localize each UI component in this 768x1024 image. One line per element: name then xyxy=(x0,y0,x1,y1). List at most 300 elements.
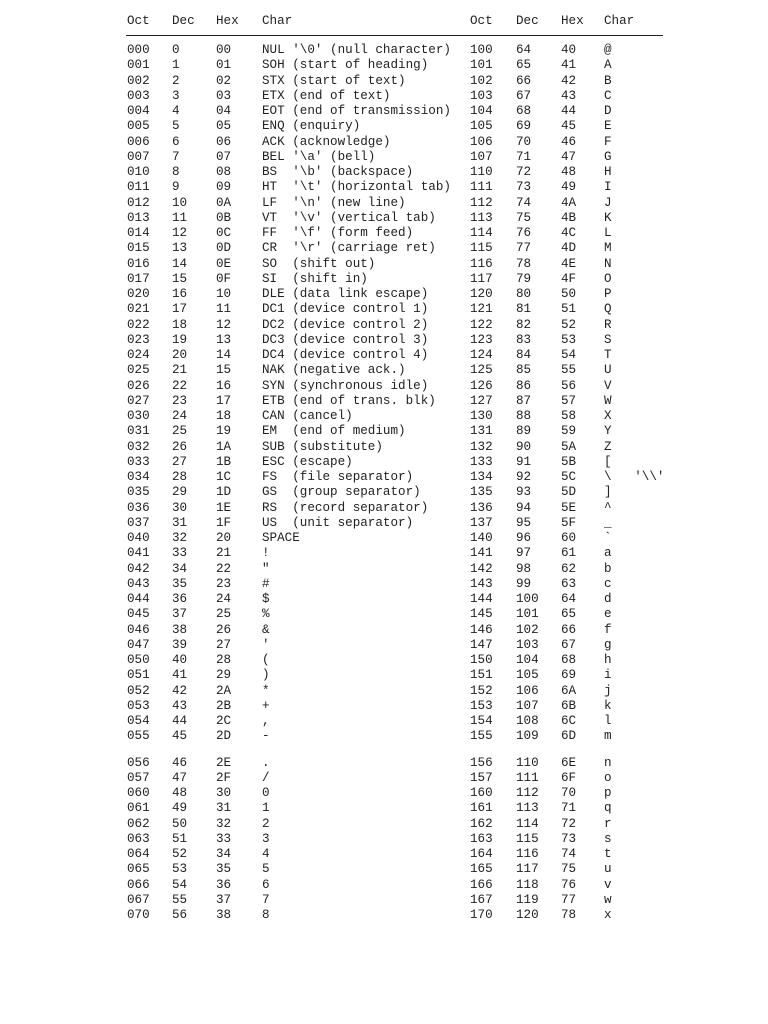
cell-hex-right: 59 xyxy=(561,424,577,439)
cell-char-left: 3 xyxy=(262,831,270,846)
cell-hex-left: 23 xyxy=(216,576,232,591)
cell-oct-left: 044 xyxy=(127,592,150,606)
cell-char-right: d xyxy=(604,592,612,606)
cell-oct-left: 032 xyxy=(127,439,150,454)
cell-dec-right: 73 xyxy=(516,180,532,195)
cell-char-right: P xyxy=(604,287,612,301)
cell-oct-right: 134 xyxy=(470,470,493,484)
cell-dec-right: 84 xyxy=(516,348,532,362)
cell-char-left: $ xyxy=(262,592,270,606)
cell-char-left: & xyxy=(262,622,270,637)
cell-oct-left: 011 xyxy=(127,180,150,195)
cell-hex-left: 0F xyxy=(216,271,232,286)
cell-dec-left: 8 xyxy=(172,165,180,179)
cell-dec-left: 12 xyxy=(172,226,188,240)
cell-char-right: \ '\\' xyxy=(604,470,665,484)
cell-dec-right: 87 xyxy=(516,393,532,408)
cell-oct-right: 104 xyxy=(470,104,493,118)
cell-hex-left: 27 xyxy=(216,637,232,652)
cell-hex-left: 05 xyxy=(216,119,232,134)
cell-oct-left: 052 xyxy=(127,683,150,698)
cell-char-left: HT '\t' (horizontal tab) xyxy=(262,180,451,195)
cell-dec-right: 119 xyxy=(516,892,539,907)
cell-char-right: D xyxy=(604,104,612,118)
cell-char-left: GS (group separator) xyxy=(262,485,421,500)
cell-oct-left: 020 xyxy=(127,287,150,301)
cell-oct-left: 007 xyxy=(127,149,150,164)
cell-oct-left: 024 xyxy=(127,348,150,362)
cell-dec-right: 76 xyxy=(516,226,532,240)
cell-char-left: , xyxy=(262,714,270,728)
cell-hex-left: 06 xyxy=(216,134,232,149)
cell-dec-right: 117 xyxy=(516,862,539,877)
cell-hex-right: 4B xyxy=(561,210,577,225)
cell-hex-right: 42 xyxy=(561,73,577,88)
cell-dec-right: 74 xyxy=(516,195,532,210)
cell-dec-left: 15 xyxy=(172,271,188,286)
cell-dec-right: 77 xyxy=(516,241,532,256)
cell-oct-left: 066 xyxy=(127,877,150,892)
cell-char-right: w xyxy=(604,892,612,907)
cell-hex-right: 5A xyxy=(561,439,577,454)
cell-dec-right: 115 xyxy=(516,831,539,846)
cell-hex-left: 0A xyxy=(216,195,232,210)
cell-char-left: ETB (end of trans. blk) xyxy=(262,393,436,408)
cell-oct-right: 150 xyxy=(470,653,493,667)
cell-dec-left: 54 xyxy=(172,877,188,892)
cell-oct-left: 060 xyxy=(127,786,150,800)
cell-oct-right: 112 xyxy=(470,195,493,210)
cell-hex-right: 60 xyxy=(561,531,577,545)
cell-oct-right: 106 xyxy=(470,134,493,149)
cell-dec-left: 28 xyxy=(172,470,188,484)
cell-oct-right: 101 xyxy=(470,58,493,73)
cell-char-right: o xyxy=(604,770,612,785)
cell-oct-left: 013 xyxy=(127,210,150,225)
cell-dec-right: 96 xyxy=(516,531,532,545)
cell-char-right: H xyxy=(604,165,612,179)
cell-char-left: * xyxy=(262,683,270,698)
cell-hex-left: 2B xyxy=(216,698,232,713)
cell-hex-right: 6A xyxy=(561,683,577,698)
cell-char-left: SUB (substitute) xyxy=(262,439,383,454)
cell-dec-left: 32 xyxy=(172,531,188,545)
cell-dec-right: 92 xyxy=(516,470,532,484)
cell-oct-left: 015 xyxy=(127,241,150,256)
cell-dec-left: 53 xyxy=(172,862,188,877)
cell-hex-left: 18 xyxy=(216,409,232,423)
cell-char-right: s xyxy=(604,831,612,846)
cell-dec-left: 22 xyxy=(172,378,188,393)
header-char-right: Char xyxy=(604,14,635,28)
cell-char-left: DC4 (device control 4) xyxy=(262,348,429,362)
cell-oct-right: 146 xyxy=(470,622,493,637)
cell-oct-right: 145 xyxy=(470,607,493,622)
cell-hex-right: 6C xyxy=(561,714,577,728)
cell-hex-right: 4D xyxy=(561,241,577,256)
cell-oct-left: 036 xyxy=(127,500,150,515)
cell-hex-right: 5F xyxy=(561,515,577,530)
cell-hex-left: 02 xyxy=(216,73,232,88)
cell-oct-right: 117 xyxy=(470,271,493,286)
cell-oct-right: 127 xyxy=(470,393,493,408)
cell-char-left: DC2 (device control 2) xyxy=(262,317,429,332)
header-hex-right: Hex xyxy=(561,14,584,28)
cell-char-left: - xyxy=(262,729,270,744)
cell-char-left: BS '\b' (backspace) xyxy=(262,165,414,179)
cell-char-right: m xyxy=(604,729,612,744)
cell-oct-left: 042 xyxy=(127,561,150,576)
header-hex-left: Hex xyxy=(216,14,239,28)
cell-hex-right: 67 xyxy=(561,637,577,652)
cell-hex-left: 2C xyxy=(216,714,232,728)
cell-char-left: ACK (acknowledge) xyxy=(262,134,391,149)
cell-oct-left: 021 xyxy=(127,302,150,317)
cell-dec-right: 68 xyxy=(516,104,532,118)
cell-hex-right: 56 xyxy=(561,378,577,393)
cell-oct-left: 063 xyxy=(127,831,150,846)
cell-hex-left: 34 xyxy=(216,847,232,861)
cell-hex-left: 2F xyxy=(216,770,232,785)
cell-hex-left: 08 xyxy=(216,165,232,179)
cell-char-left: DC1 (device control 1) xyxy=(262,302,429,317)
cell-char-left: ETX (end of text) xyxy=(262,88,391,103)
cell-char-left: STX (start of text) xyxy=(262,73,406,88)
cell-oct-left: 005 xyxy=(127,119,150,134)
cell-oct-right: 123 xyxy=(470,332,493,347)
cell-oct-left: 003 xyxy=(127,88,150,103)
cell-dec-left: 39 xyxy=(172,637,188,652)
cell-oct-right: 143 xyxy=(470,576,493,591)
cell-hex-left: 11 xyxy=(216,302,232,317)
cell-dec-left: 45 xyxy=(172,729,188,744)
cell-char-left: EM (end of medium) xyxy=(262,424,406,439)
cell-oct-right: 131 xyxy=(470,424,493,439)
cell-hex-left: 10 xyxy=(216,287,232,301)
cell-char-right: l xyxy=(604,714,612,728)
cell-oct-right: 130 xyxy=(470,409,493,423)
cell-char-left: ' xyxy=(262,637,270,652)
cell-oct-right: 155 xyxy=(470,729,493,744)
cell-oct-right: 136 xyxy=(470,500,493,515)
cell-dec-left: 4 xyxy=(172,104,180,118)
cell-dec-right: 113 xyxy=(516,801,539,816)
cell-dec-right: 105 xyxy=(516,668,539,683)
cell-hex-left: 1D xyxy=(216,485,232,500)
cell-oct-left: 053 xyxy=(127,698,150,713)
cell-oct-right: 166 xyxy=(470,877,493,892)
cell-hex-left: 33 xyxy=(216,831,232,846)
cell-hex-right: 57 xyxy=(561,393,577,408)
cell-hex-left: 12 xyxy=(216,317,232,332)
cell-hex-right: 43 xyxy=(561,88,577,103)
cell-dec-right: 109 xyxy=(516,729,539,744)
cell-hex-left: 0C xyxy=(216,226,232,240)
cell-dec-right: 114 xyxy=(516,816,539,831)
cell-dec-left: 46 xyxy=(172,755,188,770)
cell-dec-right: 85 xyxy=(516,363,532,378)
cell-char-right: g xyxy=(604,637,612,652)
cell-hex-right: 44 xyxy=(561,104,577,118)
cell-hex-left: 0B xyxy=(216,210,232,225)
cell-oct-right: 107 xyxy=(470,149,493,164)
cell-char-left: SPACE xyxy=(262,531,300,545)
cell-dec-right: 112 xyxy=(516,786,539,800)
cell-char-left: 6 xyxy=(262,877,270,892)
cell-oct-left: 064 xyxy=(127,847,150,861)
cell-char-right: e xyxy=(604,607,612,622)
cell-dec-right: 95 xyxy=(516,515,532,530)
cell-char-right: ` xyxy=(604,531,612,545)
cell-char-left: . xyxy=(262,755,270,770)
cell-char-left: CR '\r' (carriage ret) xyxy=(262,241,436,256)
cell-char-right: Y xyxy=(604,424,612,439)
cell-char-right: Q xyxy=(604,302,612,317)
cell-hex-right: 61 xyxy=(561,546,577,561)
cell-char-left: SI (shift in) xyxy=(262,271,368,286)
cell-hex-right: 4C xyxy=(561,226,577,240)
cell-dec-left: 42 xyxy=(172,683,188,698)
cell-oct-right: 147 xyxy=(470,637,493,652)
cell-dec-left: 31 xyxy=(172,515,188,530)
cell-hex-right: 4F xyxy=(561,271,577,286)
cell-hex-right: 73 xyxy=(561,831,577,846)
cell-hex-left: 37 xyxy=(216,892,232,907)
cell-char-left: 5 xyxy=(262,862,270,877)
cell-hex-right: 6D xyxy=(561,729,577,744)
cell-char-right: G xyxy=(604,149,612,164)
cell-char-right: X xyxy=(604,409,612,423)
cell-hex-right: 40 xyxy=(561,43,577,57)
cell-char-right: N xyxy=(604,256,612,271)
cell-oct-right: 100 xyxy=(470,43,493,57)
header-char-left: Char xyxy=(262,14,293,28)
cell-hex-right: 51 xyxy=(561,302,577,317)
cell-char-right: R xyxy=(604,317,612,332)
cell-hex-left: 0E xyxy=(216,256,232,271)
cell-char-right: j xyxy=(604,683,612,698)
cell-oct-left: 026 xyxy=(127,378,150,393)
cell-char-left: ) xyxy=(262,668,270,683)
cell-hex-right: 72 xyxy=(561,816,577,831)
cell-dec-right: 107 xyxy=(516,698,539,713)
cell-dec-right: 86 xyxy=(516,378,532,393)
cell-oct-left: 062 xyxy=(127,816,150,831)
cell-hex-left: 1C xyxy=(216,470,232,484)
cell-dec-left: 14 xyxy=(172,256,188,271)
cell-char-right: ^ xyxy=(604,500,612,515)
cell-char-left: DLE (data link escape) xyxy=(262,287,429,301)
cell-hex-left: 01 xyxy=(216,58,232,73)
cell-oct-right: 142 xyxy=(470,561,493,576)
cell-char-left: # xyxy=(262,576,270,591)
cell-char-right: E xyxy=(604,119,612,134)
cell-dec-left: 1 xyxy=(172,58,180,73)
cell-dec-left: 43 xyxy=(172,698,188,713)
cell-dec-left: 35 xyxy=(172,576,188,591)
cell-hex-left: 13 xyxy=(216,332,232,347)
cell-oct-left: 055 xyxy=(127,729,150,744)
cell-oct-left: 037 xyxy=(127,515,150,530)
cell-dec-left: 2 xyxy=(172,73,180,88)
cell-dec-left: 48 xyxy=(172,786,188,800)
cell-oct-right: 137 xyxy=(470,515,493,530)
cell-hex-left: 28 xyxy=(216,653,232,667)
cell-hex-left: 26 xyxy=(216,622,232,637)
cell-oct-right: 153 xyxy=(470,698,493,713)
cell-hex-left: 2D xyxy=(216,729,232,744)
cell-hex-left: 24 xyxy=(216,592,232,606)
cell-char-left: 1 xyxy=(262,801,270,816)
cell-oct-right: 152 xyxy=(470,683,493,698)
cell-char-right: F xyxy=(604,134,612,149)
cell-char-right: t xyxy=(604,847,612,861)
cell-char-right: O xyxy=(604,271,612,286)
cell-oct-left: 047 xyxy=(127,637,150,652)
cell-dec-right: 100 xyxy=(516,592,539,606)
cell-char-left: LF '\n' (new line) xyxy=(262,195,406,210)
cell-dec-right: 103 xyxy=(516,637,539,652)
cell-char-left: FS (file separator) xyxy=(262,470,414,484)
cell-char-right: q xyxy=(604,801,612,816)
cell-char-right: i xyxy=(604,668,612,683)
cell-char-right: M xyxy=(604,241,612,256)
cell-char-left: NAK (negative ack.) xyxy=(262,363,406,378)
cell-char-right: Z xyxy=(604,439,612,454)
header-oct-left: Oct xyxy=(127,14,150,28)
cell-hex-right: 76 xyxy=(561,877,577,892)
cell-char-right: r xyxy=(604,816,612,831)
cell-char-right: _ xyxy=(604,515,612,530)
cell-hex-right: 53 xyxy=(561,332,577,347)
cell-char-right: x xyxy=(604,908,612,922)
cell-oct-right: 124 xyxy=(470,348,493,362)
cell-char-left: SO (shift out) xyxy=(262,256,376,271)
cell-hex-left: 04 xyxy=(216,104,232,118)
cell-hex-left: 1B xyxy=(216,454,232,469)
cell-dec-right: 67 xyxy=(516,88,532,103)
cell-hex-right: 66 xyxy=(561,622,577,637)
cell-oct-right: 170 xyxy=(470,908,493,922)
cell-dec-right: 82 xyxy=(516,317,532,332)
cell-hex-left: 32 xyxy=(216,816,232,831)
cell-dec-left: 21 xyxy=(172,363,188,378)
cell-oct-right: 161 xyxy=(470,801,493,816)
cell-dec-left: 7 xyxy=(172,149,180,164)
cell-dec-right: 69 xyxy=(516,119,532,134)
cell-hex-right: 62 xyxy=(561,561,577,576)
cell-char-left: 2 xyxy=(262,816,270,831)
cell-char-right: V xyxy=(604,378,612,393)
cell-dec-left: 29 xyxy=(172,485,188,500)
cell-oct-left: 050 xyxy=(127,653,150,667)
cell-hex-right: 58 xyxy=(561,409,577,423)
cell-dec-right: 90 xyxy=(516,439,532,454)
cell-oct-left: 043 xyxy=(127,576,150,591)
cell-oct-left: 012 xyxy=(127,195,150,210)
cell-hex-left: 35 xyxy=(216,862,232,877)
cell-oct-right: 151 xyxy=(470,668,493,683)
cell-hex-left: 07 xyxy=(216,149,232,164)
cell-oct-left: 017 xyxy=(127,271,150,286)
cell-char-left: NUL '\0' (null character) xyxy=(262,43,451,57)
cell-oct-left: 070 xyxy=(127,908,150,922)
cell-hex-right: 77 xyxy=(561,892,577,907)
cell-char-left: SOH (start of heading) xyxy=(262,58,429,73)
cell-dec-right: 71 xyxy=(516,149,532,164)
cell-hex-right: 74 xyxy=(561,847,577,861)
cell-oct-left: 006 xyxy=(127,134,150,149)
cell-dec-right: 102 xyxy=(516,622,539,637)
cell-hex-left: 38 xyxy=(216,908,232,922)
cell-char-right: n xyxy=(604,755,612,770)
cell-char-right: h xyxy=(604,653,612,667)
cell-dec-right: 79 xyxy=(516,271,532,286)
cell-oct-left: 057 xyxy=(127,770,150,785)
cell-hex-left: 1A xyxy=(216,439,232,454)
cell-oct-left: 040 xyxy=(127,531,150,545)
cell-oct-right: 163 xyxy=(470,831,493,846)
cell-oct-left: 067 xyxy=(127,892,150,907)
cell-dec-right: 70 xyxy=(516,134,532,149)
cell-oct-right: 140 xyxy=(470,531,493,545)
cell-dec-left: 27 xyxy=(172,454,188,469)
cell-dec-right: 101 xyxy=(516,607,539,622)
cell-char-right: C xyxy=(604,88,612,103)
cell-dec-right: 116 xyxy=(516,847,539,861)
cell-dec-right: 75 xyxy=(516,210,532,225)
cell-hex-right: 54 xyxy=(561,348,577,362)
cell-hex-right: 46 xyxy=(561,134,577,149)
cell-char-right: ] xyxy=(604,485,612,500)
cell-oct-right: 116 xyxy=(470,256,493,271)
cell-char-left: ( xyxy=(262,653,270,667)
cell-dec-right: 65 xyxy=(516,58,532,73)
cell-oct-right: 156 xyxy=(470,755,493,770)
cell-char-right: U xyxy=(604,363,612,378)
cell-dec-right: 88 xyxy=(516,409,532,423)
cell-hex-right: 52 xyxy=(561,317,577,332)
cell-char-left: US (unit separator) xyxy=(262,515,414,530)
cell-char-right: b xyxy=(604,561,612,576)
cell-char-right: v xyxy=(604,877,612,892)
cell-oct-right: 120 xyxy=(470,287,493,301)
cell-char-right: @ xyxy=(604,43,612,57)
cell-dec-right: 64 xyxy=(516,43,532,57)
cell-dec-left: 56 xyxy=(172,908,188,922)
cell-oct-right: 164 xyxy=(470,847,493,861)
cell-dec-left: 38 xyxy=(172,622,188,637)
cell-dec-left: 11 xyxy=(172,210,188,225)
cell-dec-left: 30 xyxy=(172,500,188,515)
cell-char-right: k xyxy=(604,698,612,713)
cell-hex-right: 64 xyxy=(561,592,577,606)
cell-dec-right: 91 xyxy=(516,454,532,469)
cell-oct-left: 001 xyxy=(127,58,150,73)
cell-oct-left: 010 xyxy=(127,165,150,179)
cell-dec-left: 47 xyxy=(172,770,188,785)
cell-hex-right: 6E xyxy=(561,755,577,770)
cell-dec-right: 110 xyxy=(516,755,539,770)
cell-hex-right: 71 xyxy=(561,801,577,816)
cell-hex-right: 63 xyxy=(561,576,577,591)
cell-oct-left: 065 xyxy=(127,862,150,877)
cell-hex-right: 6B xyxy=(561,698,577,713)
cell-hex-left: 1E xyxy=(216,500,232,515)
cell-hex-right: 69 xyxy=(561,668,577,683)
cell-hex-right: 65 xyxy=(561,607,577,622)
cell-hex-left: 19 xyxy=(216,424,232,439)
